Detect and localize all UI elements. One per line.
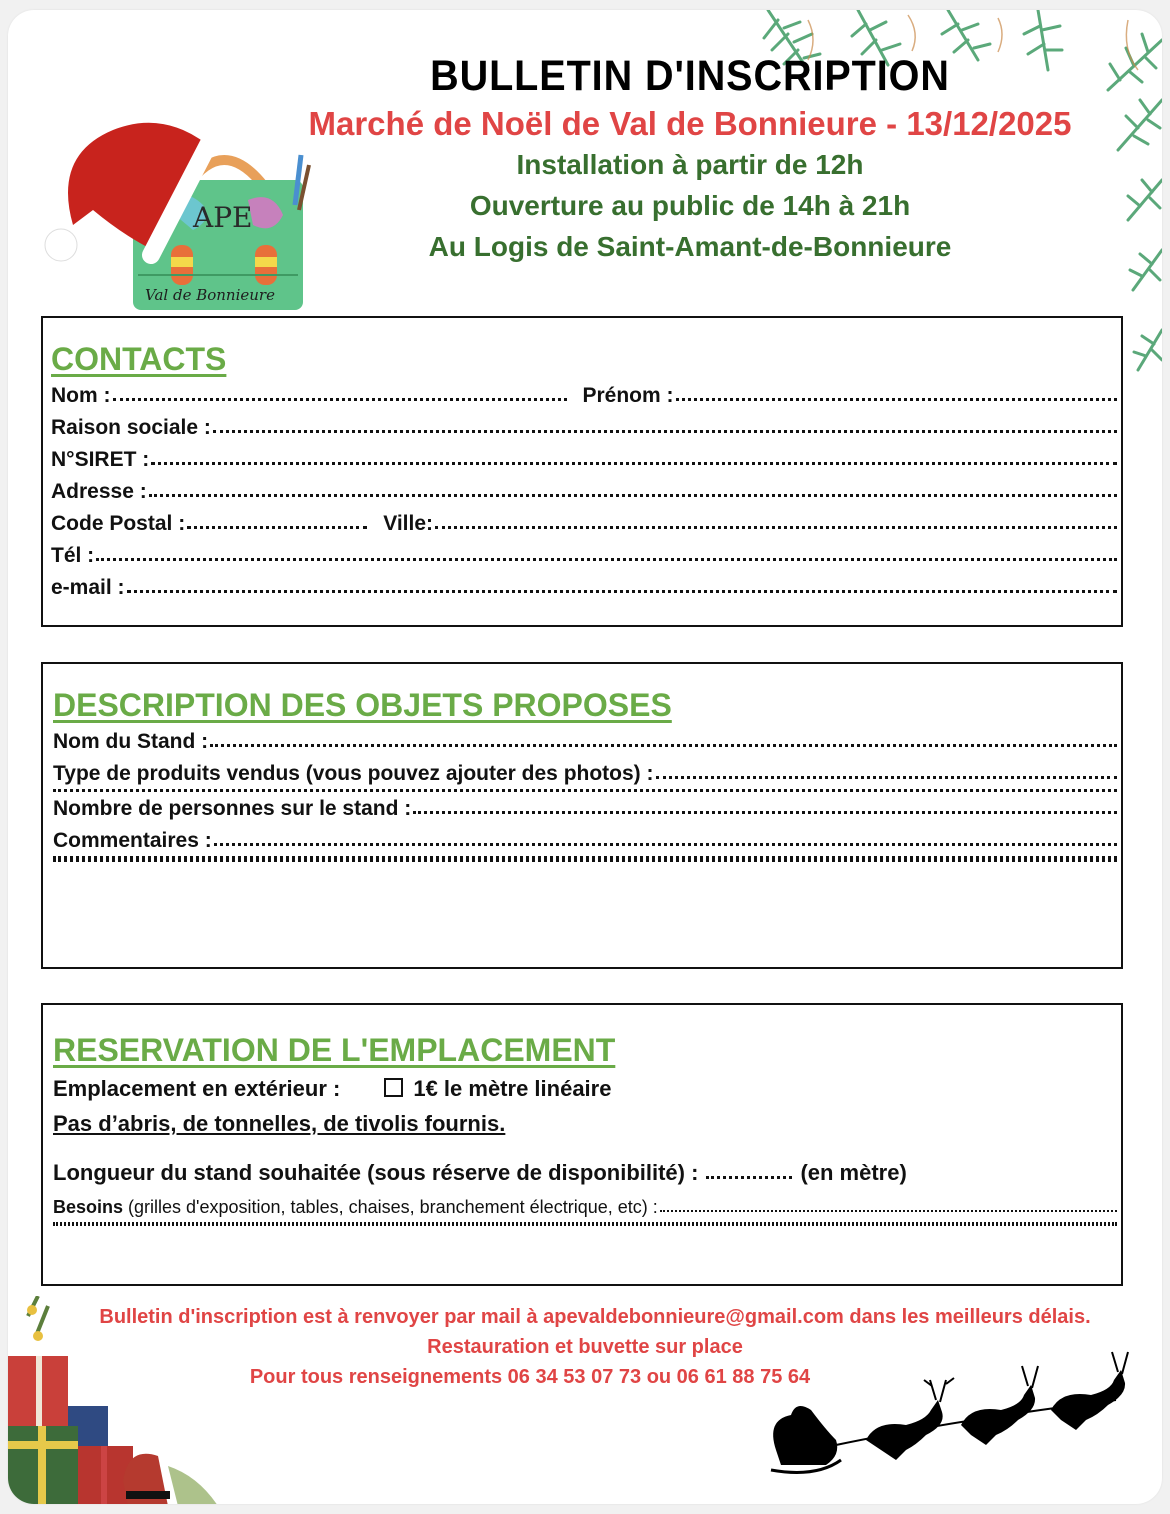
info-location: Au Logis de Saint-Amant-de-Bonnieure — [428, 231, 952, 262]
type-produits-field[interactable] — [656, 776, 1118, 779]
footer-catering: Restauration et buvette sur place — [427, 1336, 743, 1358]
description-heading: DESCRIPTION DES OBJETS PROPOSES — [53, 687, 672, 723]
commentaires-label: Commentaires : — [53, 829, 212, 852]
contacts-heading: CONTACTS — [51, 341, 227, 377]
besoins-label: Besoins — [53, 1197, 124, 1217]
longueur-unit: (en mètre) — [800, 1160, 907, 1185]
prenom-field[interactable] — [676, 398, 1117, 401]
besoins-field[interactable] — [660, 1210, 1117, 1212]
code-postal-field[interactable] — [187, 526, 367, 529]
adresse-label: Adresse : — [51, 480, 147, 503]
nom-prenom-row — [51, 380, 1121, 412]
type-produits-row — [53, 758, 1121, 790]
contacts-section — [41, 316, 1123, 627]
description-section — [41, 662, 1123, 969]
tel-label: Tél : — [51, 544, 95, 567]
longueur-field[interactable] — [706, 1176, 792, 1179]
besoins-field-line3[interactable] — [53, 1224, 1117, 1226]
emplacement-row — [53, 1071, 1121, 1107]
longueur-label: Longueur du stand souhaitée (sous réserve de disponibilité) : — [53, 1160, 699, 1185]
no-tent-notice: Pas d’abris, de tonnelles, de tivolis fournis. — [53, 1111, 506, 1136]
ville-label: Ville: — [383, 512, 433, 535]
tel-row — [51, 540, 1121, 572]
reservation-section — [41, 1003, 1123, 1286]
commentaires-continuation-2 — [53, 860, 1121, 863]
email-row — [51, 572, 1121, 604]
logo-text-top: APE — [193, 201, 253, 234]
raison-sociale-row — [51, 412, 1121, 444]
santa-sleigh-silhouette — [756, 1350, 1156, 1500]
longueur-row — [53, 1155, 1121, 1191]
nom-label: Nom : — [51, 384, 111, 407]
commentaires-row — [53, 825, 1121, 857]
type-produits-label: Type de produits vendus (vous pouvez ajouter des photos) : — [53, 762, 654, 785]
emplacement-checkbox[interactable] — [384, 1078, 403, 1097]
nombre-personnes-label: Nombre de personnes sur le stand : — [53, 797, 412, 820]
emplacement-label: Emplacement en extérieur : — [53, 1076, 341, 1101]
commentaires-field-line3[interactable] — [53, 859, 1117, 862]
gifts-decoration — [8, 1296, 218, 1504]
nom-stand-label: Nom du Stand : — [53, 730, 209, 753]
reservation-heading: RESERVATION DE L'EMPLACEMENT — [53, 1032, 616, 1068]
besoins-row — [53, 1191, 1121, 1223]
info-opening-hours: Ouverture au public de 14h à 21h — [469, 190, 911, 221]
adresse-field[interactable] — [149, 494, 1117, 497]
notice-row — [53, 1107, 1121, 1141]
info-installation: Installation à partir de 12h — [516, 149, 864, 180]
nom-stand-field[interactable] — [210, 744, 1117, 747]
page-title: BULLETIN D'INSCRIPTION — [430, 52, 950, 100]
code-postal-label: Code Postal : — [51, 512, 186, 535]
raison-sociale-field[interactable] — [213, 430, 1117, 433]
logo-text-bottom: Val de Bonnieure — [145, 286, 275, 304]
commentaires-field[interactable] — [214, 843, 1117, 846]
footer-send-instructions: Bulletin d'inscription est à renvoyer par mail à apevaldebonnieure@gmail.com dans les meilleurs délais. — [99, 1306, 1091, 1328]
prenom-label: Prénom : — [582, 384, 674, 407]
ville-field[interactable] — [435, 526, 1117, 529]
emplacement-option-label: 1€ le mètre linéaire — [413, 1076, 612, 1101]
email-label: e-mail : — [51, 576, 125, 599]
siret-field[interactable] — [151, 462, 1117, 465]
type-produits-field-line2[interactable] — [53, 789, 1117, 792]
email-field[interactable] — [127, 590, 1117, 593]
siret-row — [51, 444, 1121, 476]
nom-stand-row — [53, 726, 1121, 758]
code-postal-ville-row — [51, 508, 1121, 540]
besoins-continuation-2 — [53, 1225, 1121, 1227]
header — [8, 50, 1162, 267]
nombre-personnes-field[interactable] — [413, 811, 1117, 814]
tel-field[interactable] — [96, 558, 1117, 561]
nom-field[interactable] — [113, 398, 567, 401]
siret-label: N°SIRET : — [51, 448, 150, 471]
nombre-personnes-row — [53, 793, 1121, 825]
registration-form-page — [8, 10, 1162, 1504]
adresse-row — [51, 476, 1121, 508]
footer-contact-phones: Pour tous renseignements 06 34 53 07 73 ou 06 61 88 75 64 — [249, 1366, 811, 1388]
event-subtitle: Marché de Noël de Val de Bonnieure - 13/12/2025 — [308, 105, 1072, 142]
raison-sociale-label: Raison sociale : — [51, 416, 211, 439]
besoins-hint: (grilles d'exposition, tables, chaises, branchement électrique, etc) : — [128, 1197, 658, 1217]
